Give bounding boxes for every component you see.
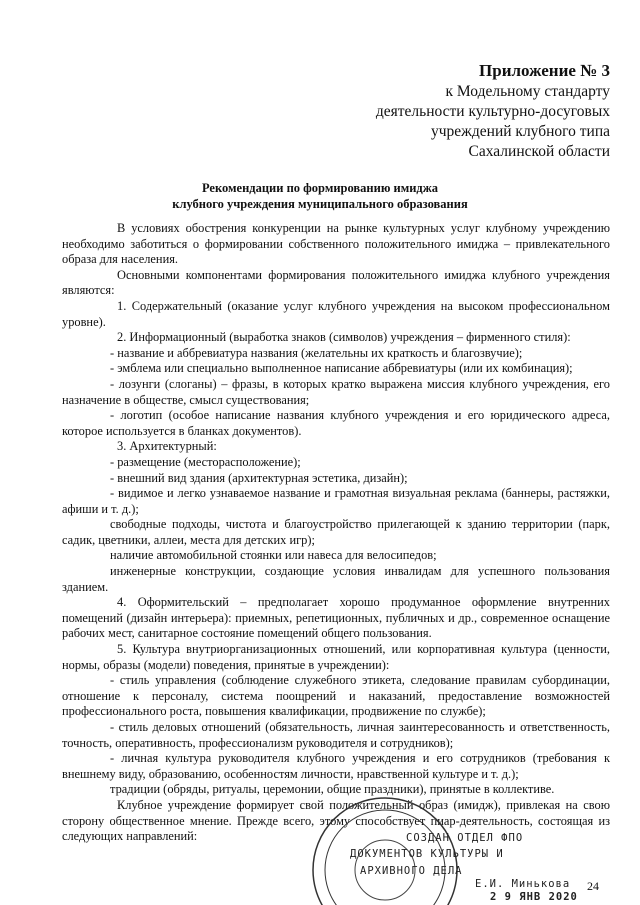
list-item: - эмблема или специально выполненное написание аббревиатуры (или их комбинация);	[110, 361, 573, 376]
list-item: - лозунги (слоганы) – фразы, в которых кратко выражена миссия клубного учреждения, его назначение в обществе, смысл существования;	[62, 376, 610, 407]
stamp-line: ДОКУМЕНТОВ КУЛЬТУРЫ И	[350, 848, 504, 860]
document-title	[60, 180, 580, 212]
list-item: наличие автомобильной стоянки или навеса для велосипедов;	[110, 548, 437, 563]
paragraph: Основными компонентами формирования положительного имиджа клубного учреждения являются:	[62, 267, 610, 298]
list-item: - внешний вид здания (архитектурная эстетика, дизайн);	[110, 470, 408, 485]
paragraph: 5. Культура внутриорганизационных отношений, или корпоративная культура (ценности, нормы, образы (модели) поведения, принятые в учреждении):	[62, 642, 610, 672]
appendix-title: Приложение № 3	[479, 61, 610, 80]
stamp-date: 2 9 ЯНВ 2020	[490, 891, 578, 903]
list-item: - размещение (месторасположение);	[110, 454, 301, 469]
stamp-signer: Е.И. Минькова	[475, 878, 571, 890]
stamp-area	[310, 770, 610, 905]
paragraph: 1. Содержательный (оказание услуг клубного учреждения на высоком профессиональном уровне).	[62, 298, 610, 329]
list-item: - логотип (особое написание названия клубного учреждения и его юридического адреса, которое используется в бланках документов).	[62, 408, 610, 438]
list-item: свободные подходы, чистота и благоустройство прилегающей к зданию территории (парк, садик, цветники, аллеи, места для детских игр);	[62, 517, 610, 547]
list-item: инженерные конструкции, создающие условия инвалидам для успешного пользования зданием.	[62, 564, 610, 594]
list-item: - личная культура руководителя клубного учреждения и его сотрудников (требования к внешнему виду, образованию, особенностям личности, нравственной культуре и т. д.);	[62, 751, 610, 781]
list-item: - стиль управления (соблюдение служебного этикета, следование правилам субординации, отношение к персоналу, система поощрений и наказаний, предоставление возможностей профессионального роста, повышения квалификации, продвижение по службе);	[62, 673, 610, 719]
appendix-line: Сахалинской области	[468, 143, 610, 160]
document-title-line1: Рекомендации по формированию имиджа	[201, 181, 439, 195]
appendix-line: к Модельному стандарту	[445, 83, 610, 100]
appendix-header	[210, 60, 610, 162]
paragraph: Клубное учреждение формирует свой положительный образ (имидж), привлекая на свою сторону общественное мнение. Прежде всего, этому способствует пиар-деятельность, состоящая из следующих направлений:	[62, 797, 610, 844]
stamp-line: СОЗДАН ОТДЕЛ ФПО	[406, 832, 524, 844]
paragraph: 2. Информационный (выработка знаков (символов) учреждения – фирменного стиля):	[117, 330, 571, 345]
paragraph: 3. Архитектурный:	[117, 439, 217, 454]
paragraph: 4. Оформительский – предполагает хорошо продуманное оформление внутренних помещений (дизайн интерьера): приемных, репетиционных, публичных и др., современное оснащение рабочих мест, санитарное состояние помещений общего пользования.	[62, 595, 610, 641]
paragraph: В условиях обострения конкуренции на рынке культурных услуг клубному учреждению необходимо заботиться о формировании собственного положительного имиджа – привлекательного образа для населения.	[62, 221, 610, 267]
stamp-line: АРХИВНОГО ДЕЛА	[360, 865, 463, 877]
page-number: 24	[587, 879, 599, 893]
appendix-line: деятельности культурно-досуговых	[375, 103, 610, 120]
list-item: - название и аббревиатура названия (желательны их краткость и благозвучие);	[110, 345, 523, 360]
list-item: - стиль деловых отношений (обязательность, личная заинтересованность и ответственность, точность, оперативность, профессионализм руководителя и сотрудников);	[62, 720, 610, 750]
document-title-line2: клубного учреждения муниципального образования	[172, 197, 468, 211]
list-item: традиции (обряды, ритуалы, церемонии, общие праздники), принятые в коллективе.	[110, 782, 555, 797]
list-item: - видимое и легко узнаваемое название и грамотная визуальная реклама (баннеры, растяжки, афиши и т. д.);	[62, 486, 610, 516]
document-body	[62, 221, 610, 845]
appendix-line: учреждений клубного типа	[431, 123, 610, 140]
